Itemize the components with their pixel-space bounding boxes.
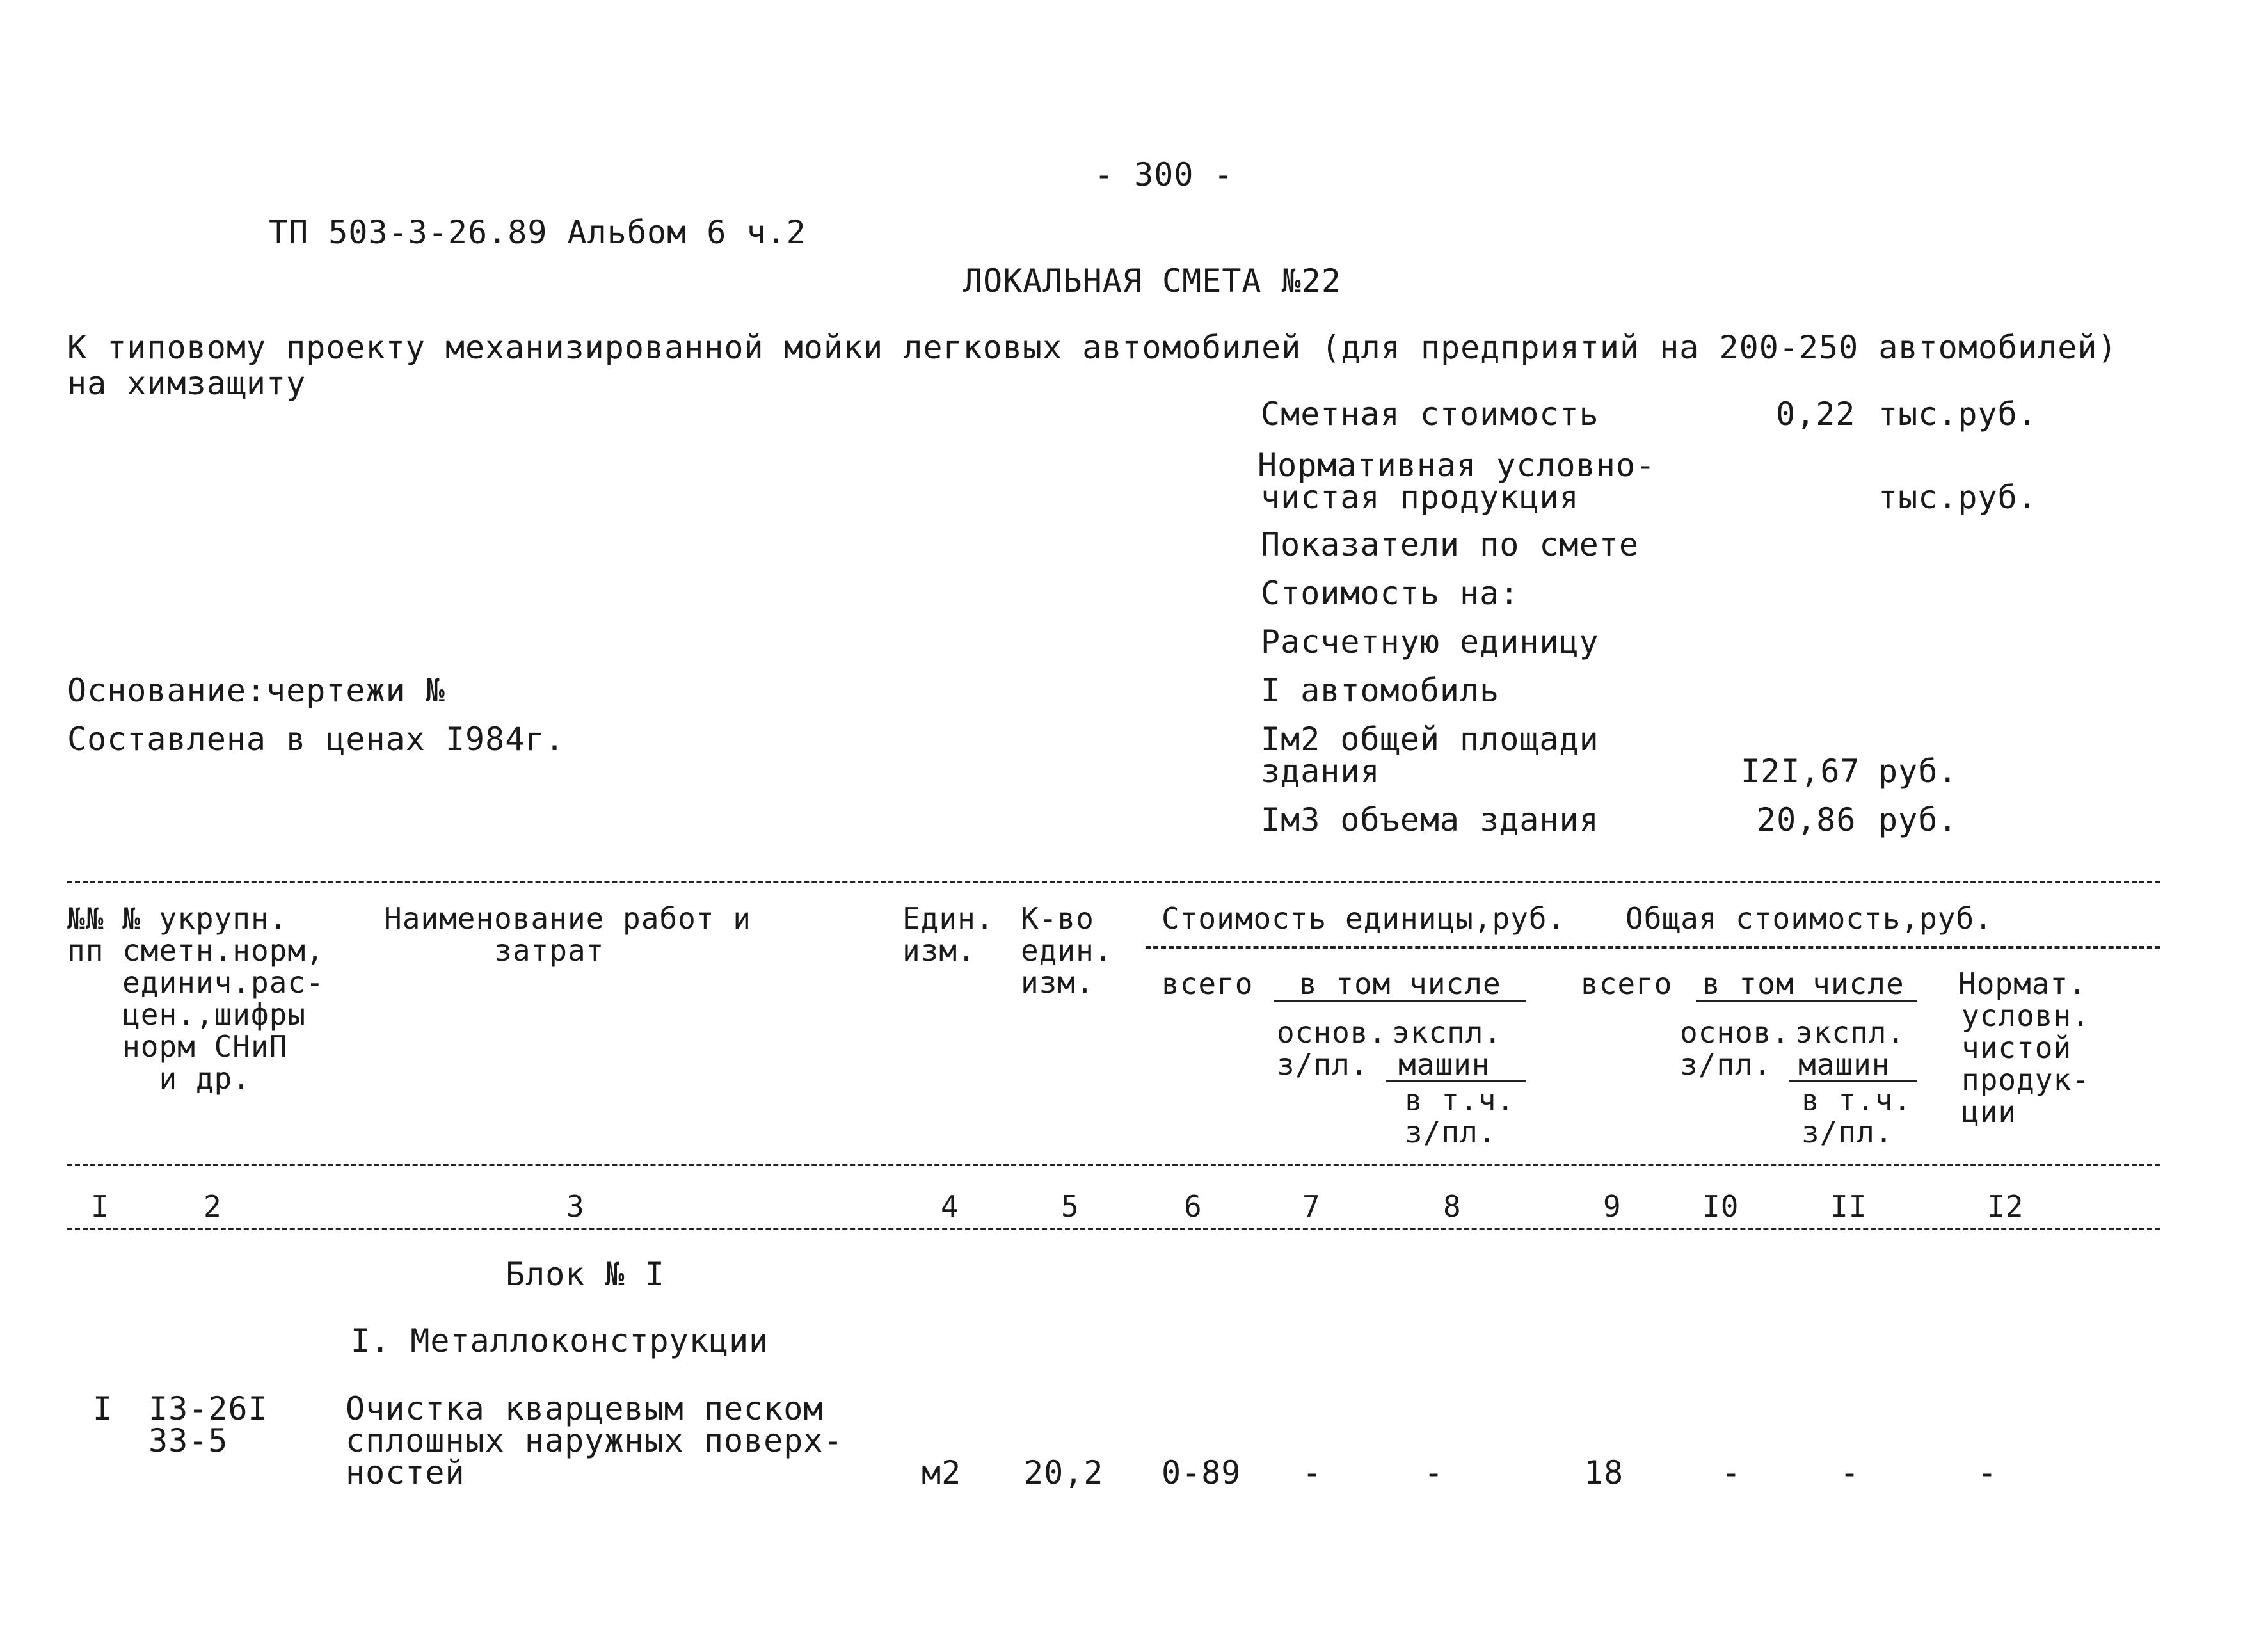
row-quantity: 20,2 (1024, 1454, 1104, 1491)
volume-unit: руб. (1878, 801, 1958, 838)
row-unit-machine: - (1424, 1454, 1444, 1491)
column-number: 3 (566, 1189, 585, 1224)
col5-header-line1: К-во (1021, 901, 1094, 936)
row-unit-wage: - (1302, 1454, 1323, 1491)
row-unit: м2 (922, 1454, 962, 1491)
col5-header-line2: един. (1021, 933, 1113, 968)
row-number: I (93, 1390, 113, 1427)
area-value: I2I,67 (1741, 753, 1860, 790)
unit-incl-wage-line2: з/пл. (1405, 1115, 1497, 1149)
normative-header-line: ции (1961, 1094, 2017, 1129)
normative-header-line: условн. (1961, 998, 2090, 1033)
unit-machine-line2: машин (1398, 1047, 1490, 1082)
row-name-line1: Очистка кварцевым песком (346, 1390, 824, 1427)
area-unit: руб. (1878, 753, 1958, 790)
document-code: ТП 503-3-26.89 Альбом 6 ч.2 (269, 214, 806, 251)
row-total-wage: - (1721, 1454, 1742, 1491)
column-number: II (1830, 1189, 1867, 1224)
page-number: - 300 - (1094, 156, 1234, 193)
section-label: I. Металлоконструкции (351, 1322, 769, 1359)
unit-machine-line1: экспл. (1392, 1015, 1503, 1050)
normative-label-line2: чистая продукция (1261, 479, 1579, 516)
column-number: 4 (941, 1189, 959, 1224)
unit-cost-header: Стоимость единицы,руб. (1162, 901, 1566, 936)
estimated-cost-unit: тыс.руб. (1878, 396, 2038, 433)
unit-machine-underline (1386, 1080, 1526, 1082)
total-incl-wage-line2: з/пл. (1801, 1115, 1894, 1149)
col1-header-line: единич.рас- (67, 965, 324, 1000)
row-name-line2: сплошных наружных поверх- (346, 1422, 843, 1459)
column-number: 6 (1184, 1189, 1202, 1224)
cost-for-label: Стоимость на: (1261, 575, 1520, 612)
column-number: I (91, 1189, 109, 1224)
area-label-line1: Iм2 общей площади (1261, 721, 1599, 758)
row-total: 18 (1584, 1454, 1624, 1491)
col1-header-line: №№ № укрупн. (67, 901, 288, 936)
indicators-label: Показатели по смете (1261, 526, 1639, 563)
normative-header-line: чистой (1961, 1030, 2072, 1065)
normative-unit: тыс.руб. (1878, 479, 2038, 516)
header-bottom-rule (67, 1164, 2160, 1166)
estimated-cost-label: Сметная стоимость (1261, 396, 1599, 433)
estimated-cost-value: 0,22 (1776, 396, 1856, 433)
car-label: I автомобиль (1261, 672, 1500, 709)
table-top-rule (67, 881, 2160, 883)
unit-base-wage-line1: основ. (1277, 1015, 1387, 1050)
total-machine-line1: экспл. (1795, 1015, 1906, 1050)
normative-header-line: Нормат. (1958, 966, 2087, 1001)
normative-header-line: продук- (1961, 1062, 2090, 1097)
col1-header-line: пп сметн.норм, (67, 933, 324, 968)
column-number: 2 (204, 1189, 222, 1224)
basis-label: Основание:чертежи № (67, 672, 445, 709)
prices-label: Составлена в ценах I984г. (67, 721, 565, 758)
row-total-machine: - (1840, 1454, 1860, 1491)
volume-label: Iм3 объема здания (1261, 801, 1599, 838)
total-including-underline (1696, 1000, 1917, 1002)
unit-incl-wage-line1: в т.ч. (1405, 1083, 1515, 1117)
unit-including-label: в том числе (1299, 966, 1501, 1001)
row-unit-total: 0-89 (1162, 1454, 1242, 1491)
col3-header-line1: Наименование работ и (384, 901, 751, 936)
unit-base-wage-line2: з/пл. (1277, 1047, 1369, 1082)
normative-label-line1: Нормативная условно- (1258, 447, 1656, 484)
block-label: Блок № I (506, 1256, 665, 1293)
header-mid-rule (1146, 946, 2160, 949)
column-numbers-rule (67, 1228, 2160, 1230)
row-code-line1: I3-26I (148, 1390, 268, 1427)
total-base-wage-line2: з/пл. (1680, 1047, 1772, 1082)
col5-header-line3: изм. (1021, 965, 1094, 1000)
total-machine-underline (1789, 1080, 1917, 1082)
col1-header-line: и др. (67, 1061, 251, 1096)
subject-line-2: на химзащиту (67, 365, 307, 402)
col3-header-line2: затрат (384, 933, 605, 968)
col1-header-line: норм СНиП (67, 1029, 288, 1064)
column-number: 9 (1603, 1189, 1622, 1224)
total-incl-wage-line1: в т.ч. (1801, 1083, 1912, 1117)
calc-unit-label: Расчетную единицу (1261, 623, 1599, 660)
column-number: I0 (1702, 1189, 1739, 1224)
total-cost-header: Общая стоимость,руб. (1625, 901, 1993, 936)
subject-line-1: К типовому проекту механизированной мойки легковых автомобилей (для предприятий на 200-250 автомобилей) (67, 329, 2118, 366)
area-label-line2: здания (1261, 753, 1380, 790)
total-machine-line2: машин (1798, 1047, 1890, 1082)
total-including-label: в том числе (1702, 966, 1905, 1001)
unit-including-underline (1274, 1000, 1526, 1002)
column-number: I2 (1987, 1189, 2024, 1224)
total-total-label: всего (1581, 966, 1673, 1001)
row-name-line3: ностей (346, 1454, 465, 1491)
unit-total-label: всего (1162, 966, 1254, 1001)
column-number: 8 (1443, 1189, 1462, 1224)
volume-value: 20,86 (1757, 801, 1857, 838)
col4-header-line1: Един. (902, 901, 994, 936)
column-number: 7 (1302, 1189, 1321, 1224)
document-title: ЛОКАЛЬНАЯ СМЕТА №22 (963, 262, 1341, 300)
row-code-line2: 33-5 (148, 1422, 228, 1459)
col4-header-line2: изм. (902, 933, 976, 968)
row-normative: - (1977, 1454, 1998, 1491)
column-number: 5 (1061, 1189, 1080, 1224)
col1-header-line: цен.,шифры (67, 997, 307, 1032)
total-base-wage-line1: основ. (1680, 1015, 1791, 1050)
